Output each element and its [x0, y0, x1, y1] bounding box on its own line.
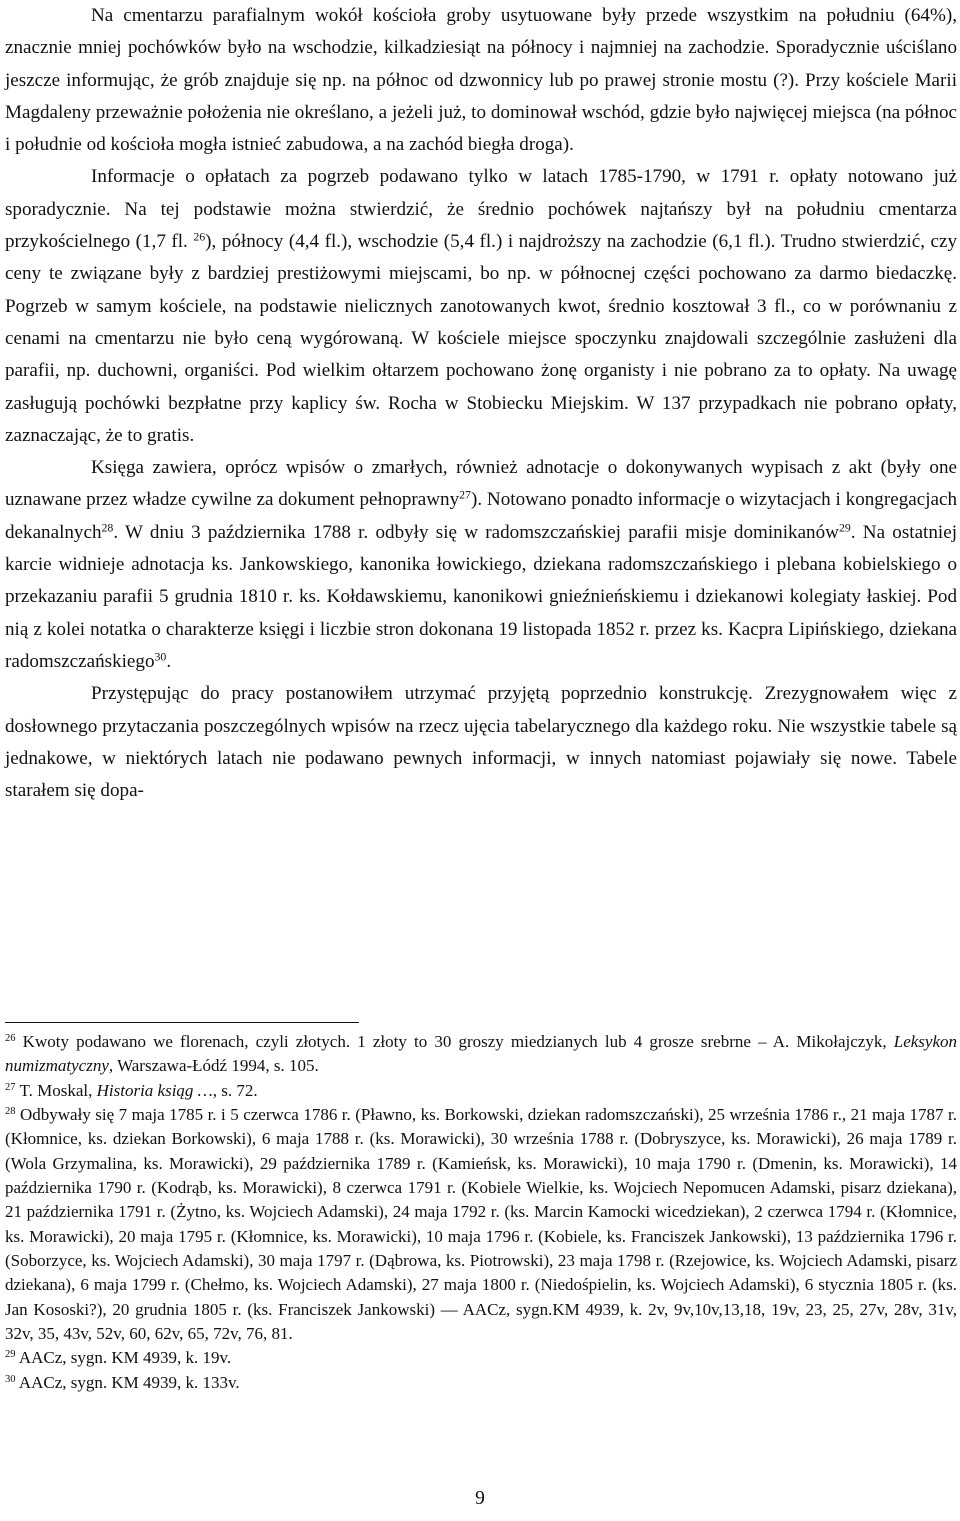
paragraph-3-text-d: . Na ostatniej karcie widnieje adnotacja ks. Jankowskiego, kanonika łowickiego, dziekana radomszczańskiego i plebana kobielskiego o przekazaniu parafii 5 grudnia 1810 r. ks. Kołdawskiemu, kanonikowi gnieźnieńskiemu i dziekanowi kolegiaty łaskiej. Pod nią z kolei notatka o charakterze księgi i liczbie stron dokonana 19 listopada 1852 r. przez ks. Kacpra Lipińskiego, dziekana radomszczańskiego	[5, 521, 957, 672]
footnote-28-number: 28	[5, 1106, 16, 1118]
paragraph-4	[5, 678, 957, 807]
footnote-26-number: 26	[5, 1033, 16, 1045]
paragraph-2-text-b: ), północy (4,4 fl.), wschodzie (5,4 fl.) i najdroższy na zachodzie (6,1 fl.). Trudno stwierdzić, czy ceny te związane były z bardziej prestiżowymi miejscami, bo np. w północnej części pochowano za darmo biedaczkę. Pogrzeb w samym kościele, na podstawie nielicznych zanotowanych kwot, średnio kosztował 3 fl., co w porównaniu z cenami na cmentarzu nie było ceną wygórowaną. W kościele miejsce spoczynku znajdowali szczególnie zasłużeni dla parafii, np. duchowni, organiści. Pod wielkim ołtarzem pochowano żonę organisty i nie pobrano za to opłaty. Na uwagę zasługują pochówki bezpłatne przy kaplicy św. Rocha w Stobiecku Miejskim. W 137 przypadkach nie pobrano opłaty, zaznaczając, że to gratis.	[5, 231, 958, 446]
footnote-ref-26: 26	[193, 229, 206, 244]
footnote-27-text-b: , s. 72.	[212, 1080, 258, 1100]
footnote-ref-27: 27	[459, 487, 471, 502]
footnote-30-number: 30	[5, 1374, 16, 1386]
footnote-26-text-a: Kwoty podawano we florenach, czyli złotych. 1 złoty to 30 groszy miedzianych lub 4 grosze srebrne – A. Mikołajczyk,	[22, 1032, 894, 1051]
footnote-28	[5, 1103, 957, 1346]
paragraph-1	[5, 0, 957, 161]
paragraph-3-text-b: ). Notowano ponadto informacje o wizytacjach i kongregacjach dekanalnych	[5, 489, 957, 543]
paragraph-3-text-c: . W dniu 3 października 1788 r. odbyły się w radomszczańskiej parafii misje dominikanów	[113, 521, 839, 543]
footnote-30-text: AACz, sygn. KM 4939, k. 133v.	[18, 1372, 240, 1392]
paragraph-3-text-e: .	[166, 650, 172, 672]
paragraph-4-text: Przystępując do pracy postanowiłem utrzymać przyjętą poprzednio konstrukcję. Zrezygnowałem więc z dosłownego przytaczania poszczególnych wpisów na rzecz ujęcia tabelarycznego dla każdego roku. Nie wszystkie tabele są jednakowe, w niektórych latach nie podawano pewnych informacji, w innych natomiast pojawiały się nowe. Tabele starałem się dopa-	[5, 683, 957, 802]
footnote-27-number: 27	[5, 1081, 16, 1093]
footnote-27-title: Historia ksiąg …	[96, 1080, 213, 1100]
footnote-26-title: Leksykon numizmatyczny	[5, 1032, 957, 1076]
paragraph-1-text: Na cmentarzu parafialnym wokół kościoła groby usytuowane były przede wszystkim na południu (64%), znacznie mniej pochówków było na wschodzie, kilkadziesiąt na północy i najmniej na zachodzie. Sporadycznie uściślano jeszcze informując, że grób znajduje się np. na północ od dzwonnicy lub po prawej stronie mostu (?). Przy kościele Marii Magdaleny przeważnie położenia nie określano, a jeżeli już, to dominował wschód, gdzie było najwięcej miejsca (na północ i południe od kościoła mogła istnieć zabudowa, a na zachód biegła droga).	[5, 5, 957, 156]
paragraph-2-text-a: Informacje o opłatach za pogrzeb podawano tylko w latach 1785-1790, w 1791 r. opłaty notowano już sporadycznie. Na tej podstawie można stwierdzić, że średnio pochówek najtańszy był na południu cmentarza przykościelnego (1,7 fl.	[5, 166, 957, 253]
paragraph-3	[5, 452, 957, 678]
footnote-26	[5, 1030, 957, 1079]
footnotes	[5, 1030, 957, 1395]
main-text	[5, 0, 957, 807]
footnote-28-text: Odbywały się 7 maja 1785 r. i 5 czerwca 1786 r. (Pławno, ks. Borkowski, dziekan radomszczański), 25 września 1786 r., 21 maja 1787 r. (Kłomnice, ks. dziekan Borkowski), 6 maja 1788 r. (ks. Morawicki), 30 września 1788 r. (Dobryszyce, ks. Morawicki), 26 maja 1789 r. (Wola Grzymalina, ks. Morawicki), 29 października 1789 r. (Kamieńsk, ks. Morawicki), 10 maja 1790 r. (Dmenin, ks. Morawicki), 14 października 1790 r. (Kodrąb, ks. Morawicki), 8 czerwca 1791 r. (Kobiele Wielkie, ks. Wojciech Nepomucen Adamski, pisarz dziekana), 21 października 1791 r. (Żytno, ks. Wojciech Adamski), 24 maja 1792 r. (ks. Marcin Kamocki wicedziekan), 2 czerwca 1794 r. (Kłomnice, ks. Morawicki), 20 maja 1795 r. (Kłomnice, ks. Morawicki), 10 maja 1796 r. (Kobiele, ks. Franciszek Jankowski), 13 października 1796 r. (Soborzyce, ks. Wojciech Adamski), 30 maja 1797 r. (Dąbrowa, ks. Piotrowski), 23 maja 1798 r. (Rzejowice, ks. Wojciech Adamski, pisarz dziekana), 6 maja 1799 r. (Chełmo, ks. Wojciech Adamski), 27 maja 1800 r. (Niedośpielin, ks. Wojciech Adamski), 6 stycznia 1805 r. (ks. Jan Kososki?), 20 grudnia 1805 r. (ks. Franciszek Jankowski) — AACz, sygn.KM 4939, k. 2v, 9v,10v,13,18, 19v, 23, 25, 27v, 28v, 31v, 32v, 35, 43v, 52v, 60, 62v, 65, 72v, 76, 81.	[5, 1105, 957, 1344]
footnote-27-text-a: T. Moskal,	[19, 1080, 97, 1100]
footnote-ref-30: 30	[154, 649, 167, 664]
footnote-27	[5, 1079, 957, 1103]
footnote-29	[5, 1346, 957, 1370]
footnote-29-text: AACz, sygn. KM 4939, k. 19v.	[18, 1348, 232, 1368]
footnote-26-text-b: , Warszawa-Łódź 1994, s. 105.	[108, 1056, 319, 1076]
footnote-ref-29: 29	[838, 520, 851, 535]
paragraph-3-text-a: Księga zawiera, oprócz wpisów o zmarłych, również adnotacje o dokonywanych wypisach z akt (były one uznawane przez władze cywilne za dokument pełnoprawny	[5, 457, 957, 511]
footnote-30	[5, 1371, 957, 1395]
page-number: 9	[475, 1488, 485, 1509]
paragraph-2	[5, 161, 957, 452]
footnote-ref-28: 28	[101, 520, 114, 535]
footnote-29-number: 29	[5, 1349, 16, 1361]
footnote-separator	[5, 1022, 359, 1023]
